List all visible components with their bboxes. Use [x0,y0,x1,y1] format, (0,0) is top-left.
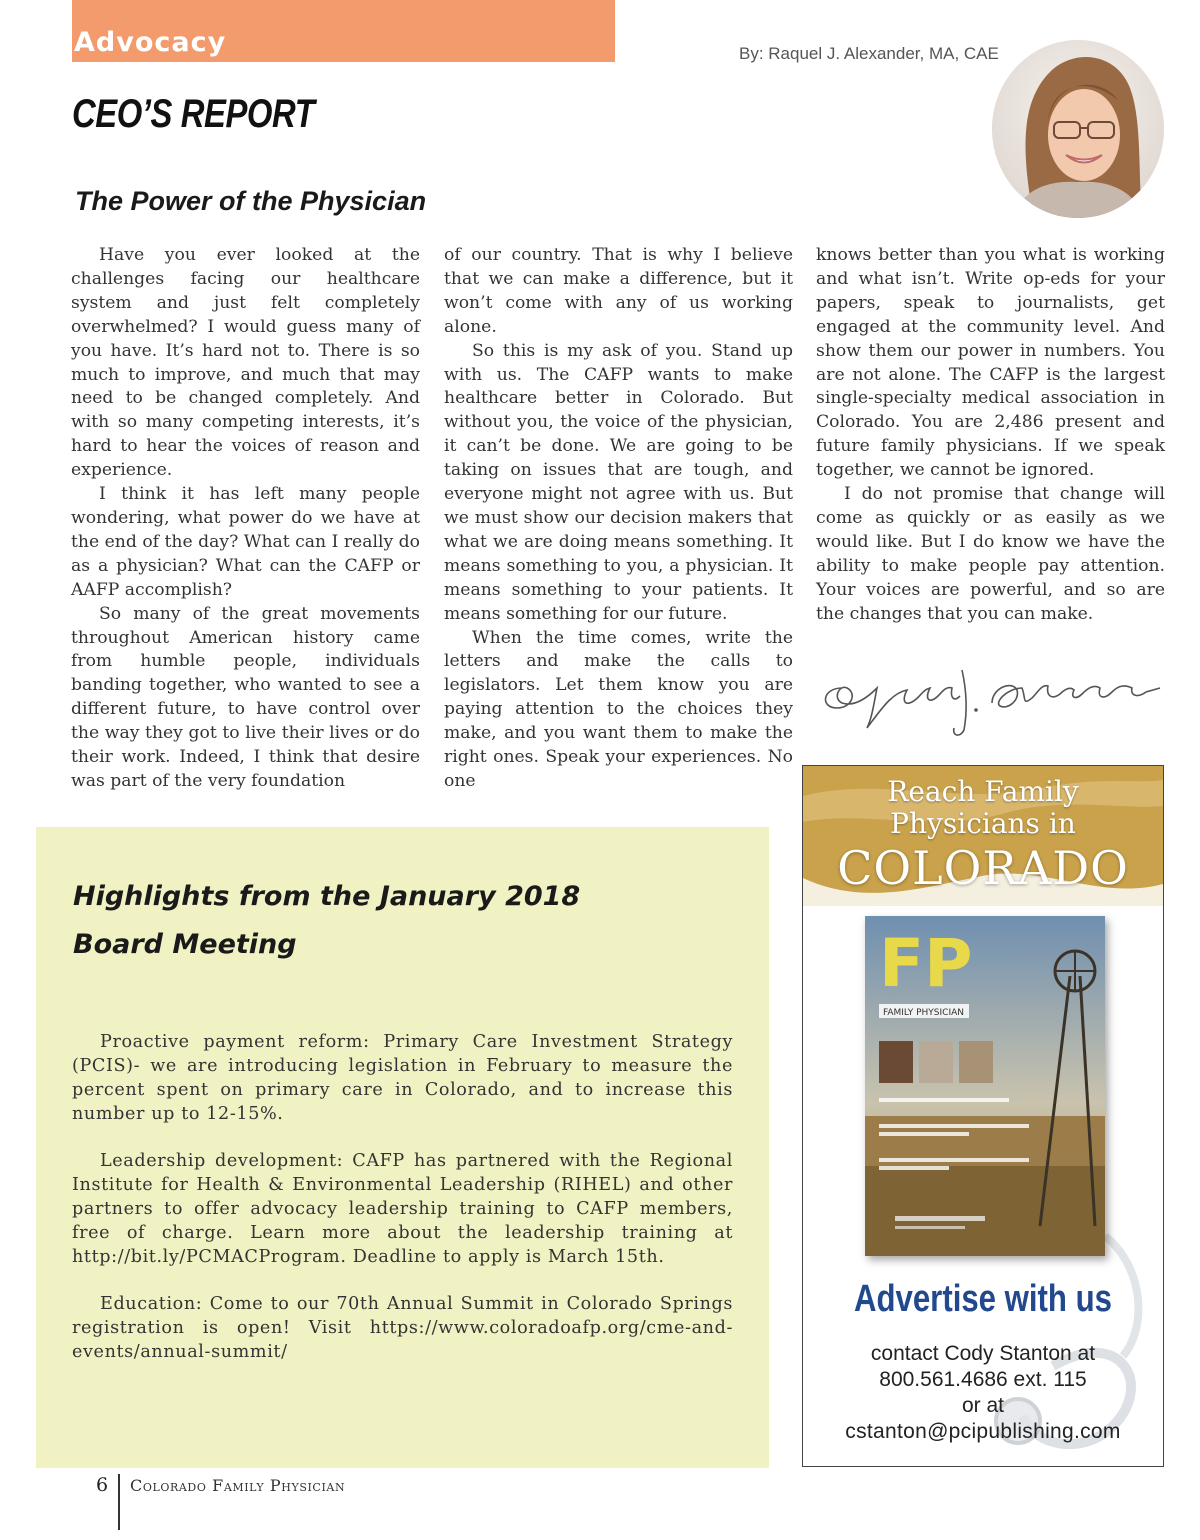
paragraph: So this is my ask of you. Stand up with us. The CAFP wants to make healthcare better in Colorado. But without you, the voice of the physician, it can’t be done. We are going to be taking on issues that are tough, and everyone might not agree with us. But we must show our decision makers that what we are doing means something. It means something to you, a physician. It means something to your patients. It means something for our future. [444,340,793,624]
publication-name: Colorado Family Physician [130,1476,346,1495]
author-photo-illustration [992,40,1164,218]
ad-contact-info [803,1341,1163,1445]
paragraph: So many of the great movements throughout American history came from humble people, individuals banding together, who wanted to see a different future, to have control over the way they got to live their lives or do their work. Indeed, I think that desire was part of the very foundation [71,603,420,791]
page-number: 6 [96,1474,109,1496]
magazine-name: FAMILY PHYSICIAN [883,1008,964,1018]
author-photo [992,40,1164,218]
ad-headline-state: COLORADO [837,841,1129,895]
byline: By: Raquel J. Alexander, MA, CAE [739,44,999,63]
paragraph: I do not promise that change will come as quickly or as easily as we would like. But I do know we have the ability to make people pay attention. Your voices are powerful, and so are the changes that you can make. [816,484,1165,624]
highlight-item: Education: Come to our 70th Annual Summit in Colorado Springs registration is open! Visit https://www.coloradoafp.org/cme-and-events/annual-summit/ [72,1294,733,1362]
board-highlights-panel [36,827,769,1468]
magazine-cover-art [865,916,1105,1256]
article-column-3 [816,244,1165,627]
highlights-body [72,1030,733,1387]
ad-or-at: or at [961,1394,1005,1417]
ad-headline-line: Physicians in [890,807,1076,840]
magazine-logo: FP [879,925,973,1002]
paragraph: of our country. That is why I believe that we can make a difference, but it won’t come with any of us working alone. [444,245,793,337]
ad-contact-line: contact Cody Stanton at [870,1342,1096,1365]
highlight-item: Proactive payment reform: Primary Care Investment Strategy (PCIS)- we are introducing legislation in February to measure the percent spent on primary care in Colorado, and to increase this number up to 12-15%. [72,1032,733,1124]
highlights-title-line: Highlights from the January 2018 [73,881,581,912]
report-title: CEO’S REPORT [72,92,315,136]
highlight-item: Leadership development: CAFP has partnered with the Regional Institute for Health & Environmental Leadership (RIHEL) and other partners to offer advocacy leadership training to CAFP members, free of charge. Learn more about the leadership training at http://bit.ly/PCMACProgram. Deadline to apply is March 15th. [72,1151,733,1267]
ad-phone: 800.561.4686 ext. 115 [879,1368,1087,1391]
highlights-title-line: Board Meeting [73,929,297,960]
paragraph: When the time comes, write the letters and make the calls to legislators. Let them know you are paying attention to the choices they make, and you want them to make the right ones. Speak your experiences. No one [444,627,793,791]
advertisement[interactable] [802,765,1164,1467]
article-column-1 [71,244,420,794]
paragraph: I think it has left many people wondering, what power do we have at the end of the day? What can I really do as a physician? What can the CAFP or AAFP accomplish? [71,484,420,600]
paragraph: knows better than you what is working and what isn’t. Write op-eds for your papers, speak to journalists, get engaged at the community level. And show them our power in numbers. You are not alone. The CAFP is the largest single-specialty medical association in Colorado. You are 2,486 present and future family physicians. If we speak together, we cannot be ignored. [816,245,1165,481]
highlights-title [73,873,693,969]
ad-headline-line: Reach Family [887,775,1079,808]
article-column-2 [444,244,793,794]
paragraph: Have you ever looked at the challenges facing our healthcare system and just felt completely overwhelmed? I would guess many of you have. It’s hard not to. There is so much to improve, and much that may need to be changed completely. And with so many competing interests, it’s hard to hear the voices of reason and experience. [71,245,420,481]
author-signature [812,658,1168,744]
article-title: The Power of the Physician [75,186,427,216]
section-label: Advocacy [74,27,227,58]
magazine-cover [865,916,1105,1256]
ad-call-to-action: Advertise with us [853,1278,1112,1320]
section-banner [72,0,615,62]
footer-divider [118,1474,120,1530]
ad-email-link[interactable]: cstanton@pcipublishing.com [845,1420,1121,1443]
